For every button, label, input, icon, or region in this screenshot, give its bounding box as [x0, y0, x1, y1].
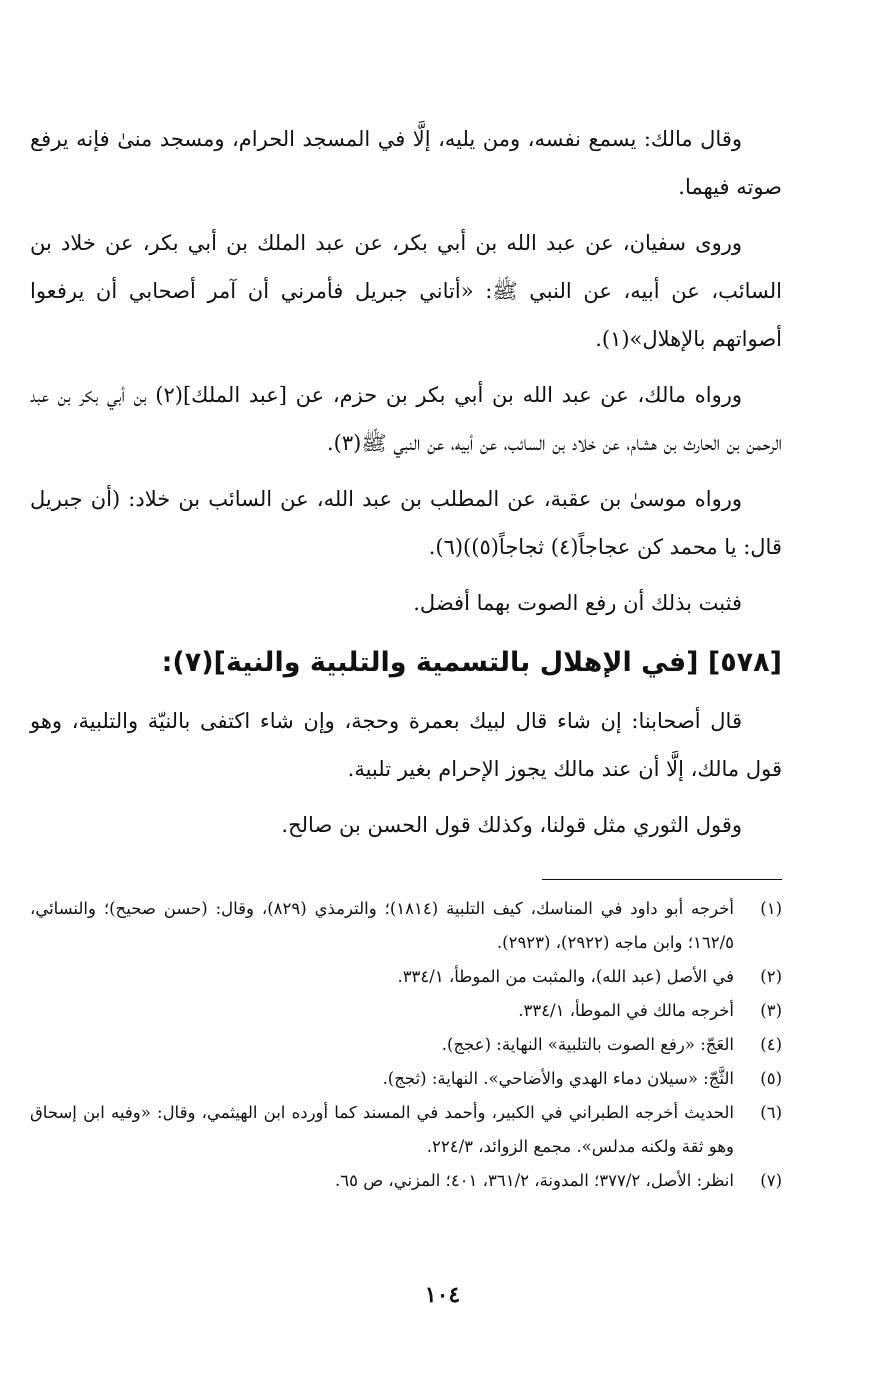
footnote-number: (٥): [760, 1069, 782, 1088]
footnote-number: (٧): [760, 1171, 782, 1190]
footnote: [30, 994, 782, 1028]
footnote-number: (٣): [760, 1001, 782, 1020]
footnote: [30, 1062, 782, 1096]
footnote: [30, 1096, 782, 1164]
paragraph-musa: ورواه موسىٰ بن عقبة، عن المطلب بن عبد الله، عن السائب بن خلاد: (أن جبريل قال: يا محمد كن عجاجاً(٤) ثجاجاً(٥))(٦).: [30, 487, 782, 559]
paragraph-sufyan: وروى سفيان، عن عبد الله بن أبي بكر، عن عبد الملك بن أبي بكر، عن خلاد بن السائب، عن أبيه، عن النبي ﷺ: «أتاني جبريل فأمرني أن آمر أصحابي أن يرفعوا أصواتهم بالإهلال»(١).: [30, 231, 782, 351]
footnote-text: الحديث أخرجه الطبراني في الكبير، وأحمد في المسند كما أورده ابن الهيثمي، وقال: «وفيه ابن إسحاق وهو ثقة ولكنه مدلس». مجمع الزوائد، ٢٢٤/٣.: [30, 1103, 734, 1156]
paragraph-thawri: وقول الثوري مثل قولنا، وكذلك قول الحسن بن صالح.: [281, 813, 742, 837]
footnote-divider: [542, 879, 782, 880]
footnote-number: (٢): [760, 967, 782, 986]
section-heading: [٥٧٨] [في الإهلال بالتسمية والتلبية والنية](٧):: [161, 647, 782, 678]
paragraph-malik: وقال مالك: يسمع نفسه، ومن يليه، إلَّا في المسجد الحرام، ومسجد منىٰ فإنه يرفع صوته فيهما.: [30, 127, 782, 199]
paragraph-conclusion: فثبت بذلك أن رفع الصوت بهما أفضل.: [413, 591, 742, 615]
footnote: [30, 1028, 782, 1062]
footnote: [30, 960, 782, 994]
footnote-number: (٦): [760, 1103, 782, 1122]
footnote-text: الثَّجّ: «سيلان دماء الهدي والأضاحي». النهاية: (ثجج).: [382, 1069, 734, 1088]
footnote-text: أخرجه أبو داود في المناسك، كيف التلبية (١٨١٤)؛ والترمذي (٨٢٩)، وقال: (حسن صحيح)؛ والنسائي، ١٦٢/٥؛ وابن ماجه (٢٩٢٢)، (٢٩٢٣).: [30, 899, 734, 952]
paragraph-ashabuna: قال أصحابنا: إن شاء قال لبيك بعمرة وحجة، وإن شاء اكتفى بالنيّة والتلبية، وهو قول مالك، إلَّا أن عند مالك يجوز الإحرام بغير تلبية.: [30, 709, 782, 781]
paragraph-malik-narration: ورواه مالك، عن عبد الله بن أبي بكر بن حزم، عن [عبد الملك](٢) بن أبي بكر بن عبد الرحمن بن الحارث بن هشام، عن خلاد بن السائب، عن أبيه، عن النبي ﷺ(٣).: [30, 383, 782, 455]
footnote-number: (٤): [760, 1035, 782, 1054]
footnote-text: العَجّ: «رفع الصوت بالتلبية» النهاية: (عجج).: [441, 1035, 734, 1054]
footnote-text: انظر: الأصل، ٣٧٧/٢؛ المدونة، ٣٦١/٢، ٤٠١؛ المزني، ص ٦٥.: [334, 1171, 734, 1190]
footnote-number: (١): [760, 899, 782, 918]
footnote-text: أخرجه مالك في الموطأ، ٣٣٤/١.: [518, 1001, 734, 1020]
footnote-text: في الأصل (عبد الله)، والمثبت من الموطأ، ٣٣٤/١.: [397, 967, 734, 986]
page-body: [30, 115, 782, 1198]
footnote: [30, 892, 782, 960]
page-number: ١٠٤: [424, 1282, 461, 1308]
footnotes: [30, 892, 782, 1198]
footnote: [30, 1164, 782, 1198]
